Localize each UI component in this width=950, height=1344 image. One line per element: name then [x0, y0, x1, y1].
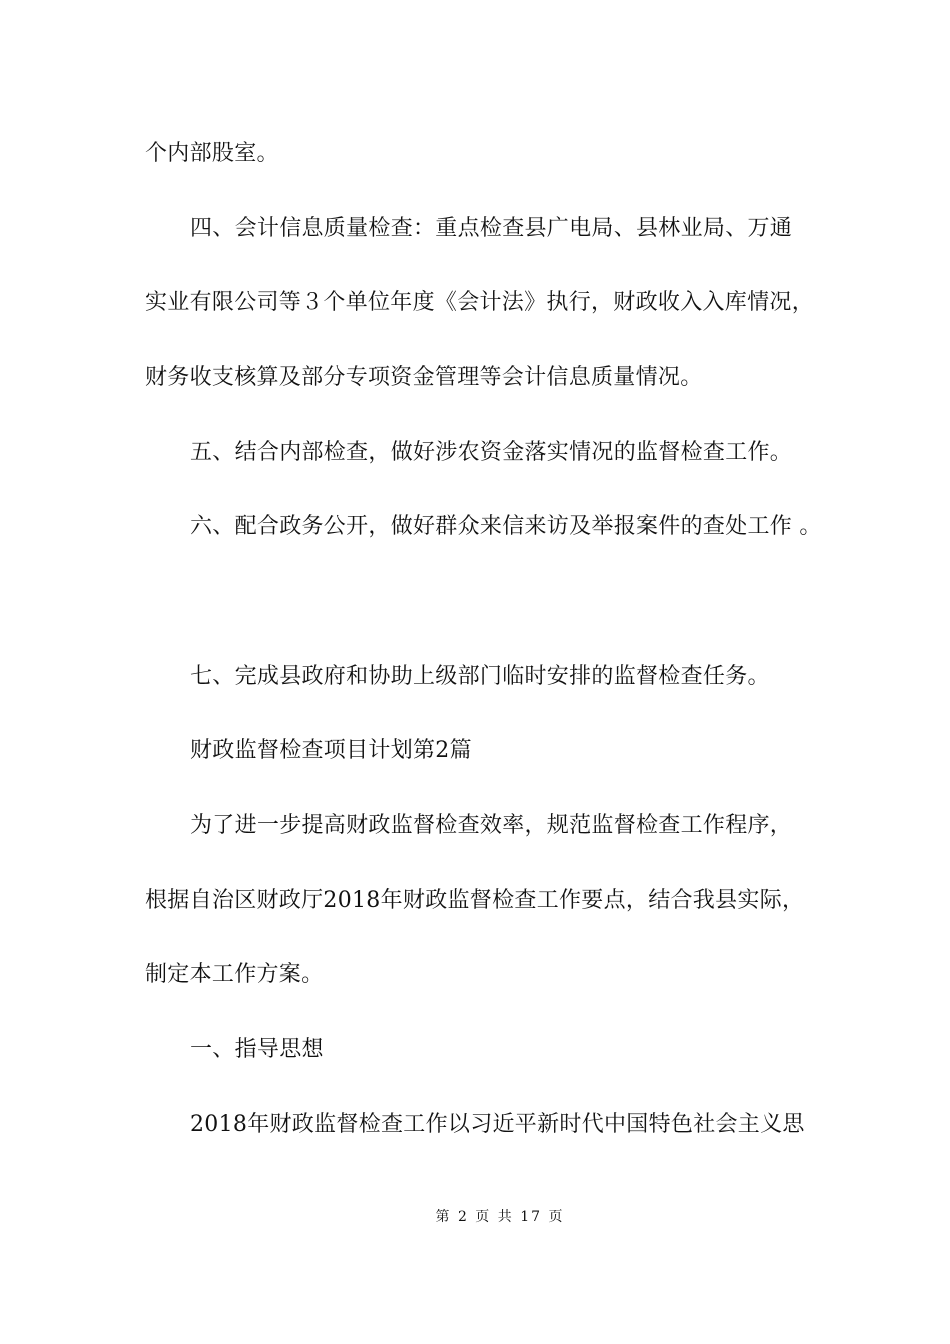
paragraph-line-7: 七、完成县政府和协助上级部门临时安排的监督检查任务。: [190, 664, 770, 689]
paragraph-line-5: 五、结合内部检查，做好涉农资金落实情况的监督检查工作。: [190, 440, 793, 465]
paragraph-line-3: 实业有限公司等３个单位年度《会计法》执行，财政收入入库情况，: [145, 290, 815, 315]
section-heading: 财政监督检查项目计划第2篇: [190, 738, 472, 763]
paragraph-line-4: 财务收支核算及部分专项资金管理等会计信息质量情况。: [145, 365, 703, 390]
paragraph-line-2: 四、会计信息质量检查：重点检查县广电局、县林业局、万通: [190, 216, 793, 241]
page-number-footer: 第 2 页 共 17 页: [435, 1209, 565, 1225]
subsection-heading: 一、指导思想: [190, 1037, 324, 1062]
paragraph-line-10: 制定本工作方案。: [145, 962, 324, 987]
paragraph-line-1: 个内部股室。: [145, 141, 279, 166]
paragraph-line-11: 2018年财政监督检查工作以习近平新时代中国特色社会主义思: [190, 1112, 805, 1137]
paragraph-line-9: 根据自治区财政厅2018年财政监督检查工作要点，结合我县实际，: [145, 888, 805, 913]
paragraph-line-6: 六、配合政务公开，做好群众来信来访及举报案件的查处工作 。: [190, 514, 822, 539]
paragraph-line-8: 为了进一步提高财政监督检查效率，规范监督检查工作程序，: [190, 813, 793, 838]
